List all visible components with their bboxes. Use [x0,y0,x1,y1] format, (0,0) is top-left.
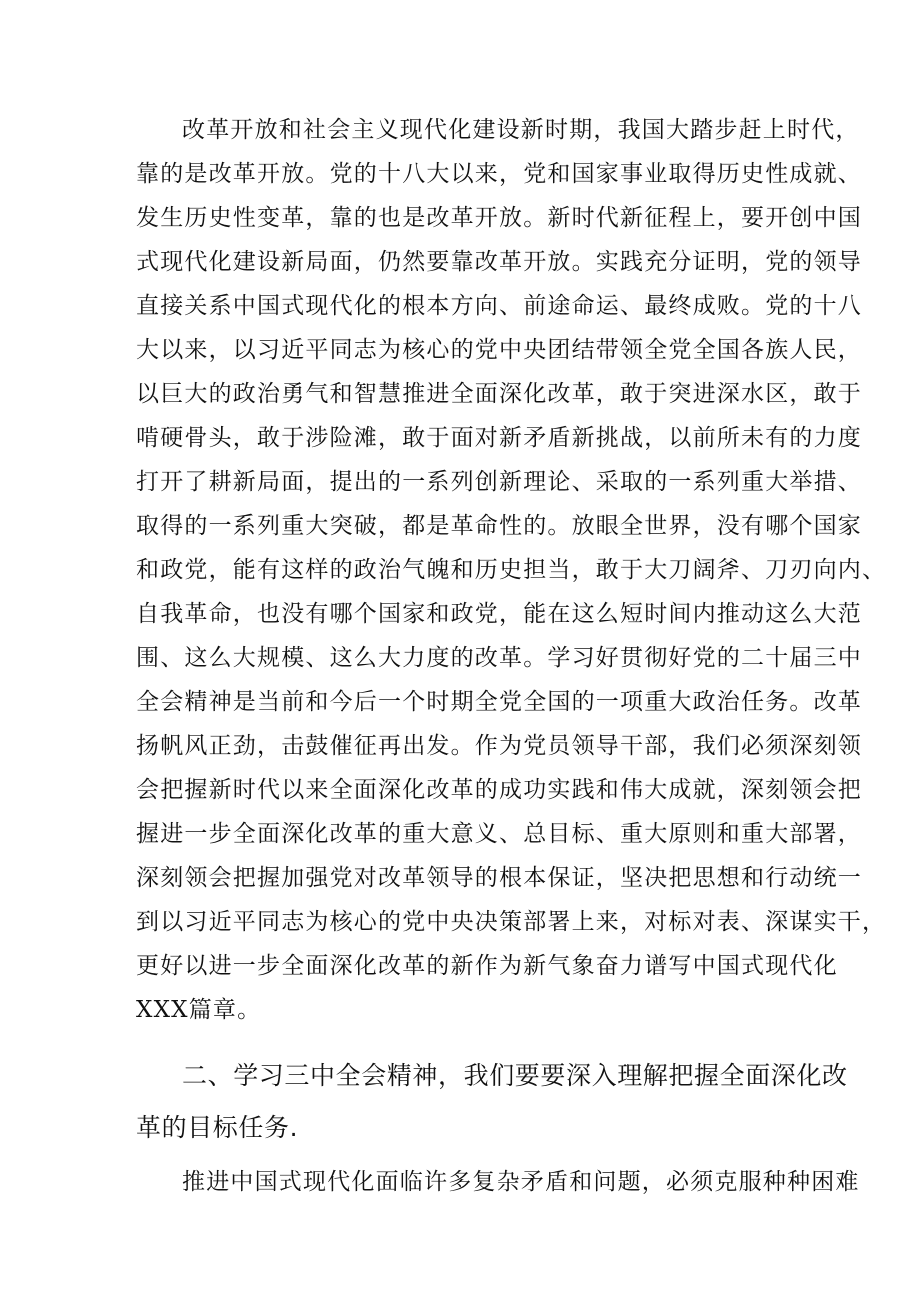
paragraph-modernization [136,1160,860,1204]
paragraph-line: 推进中国式现代化面临许多复杂矛盾和问题，必须克服种种困难 [182,1169,860,1195]
paragraph-line: 会把握新时代以来全面深化改革的成功实践和伟大成就，深刻领会把 [136,777,862,803]
paragraph-line: 到以习近平同志为核心的党中央决策部署上来，对标对表、深谋实干， [136,909,887,935]
paragraph-line: 直接关系中国式现代化的根本方向、前途命运、最终成败。党的十八 [136,293,862,319]
paragraph-line: 式现代化建设新局面，仍然要靠改革开放。实践充分证明，党的领导 [136,249,862,275]
paragraph-line: 自我革命，也没有哪个国家和政党，能在这么短时间内推动这么大范 [136,601,862,627]
document-body [136,108,887,1204]
paragraph-line: 和政党，能有这样的政治气魄和历史担当，敢于大刀阔斧、刀刃向内、 [136,557,887,583]
paragraph-line: 全会精神是当前和今后一个时期全党全国的一项重大政治任务。改革 [136,689,862,715]
paragraph-line: 啃硬骨头，敢于涉险滩，敢于面对新矛盾新挑战，以前所未有的力度 [136,425,862,451]
section-heading [136,1050,848,1154]
paragraph-line: 握进一步全面深化改革的重大意义、总目标、重大原则和重大部署， [136,821,862,847]
section-heading-line: 革的目标任务. [136,1113,299,1142]
paragraph-line: 深刻领会把握加强党对改革领导的根本保证，坚决把思想和行动统一 [136,865,862,891]
paragraph-line: 打开了耕新局面，提出的一系列创新理论、采取的一系列重大举措、 [136,469,862,495]
section-heading-line: 二、学习三中全会精神，我们要要深入理解把握全面深化改 [182,1061,848,1090]
paragraph-line: 以巨大的政治勇气和智慧推进全面深化改革，敢于突进深水区，敢于 [136,381,862,407]
paragraph-line: 改革开放和社会主义现代化建设新时期，我国大踏步赶上时代， [182,117,860,143]
paragraph-line: 靠的是改革开放。党的十八大以来，党和国家事业取得历史性成就、 [136,161,862,187]
paragraph-line: 发生历史性变革，靠的也是改革开放。新时代新征程上，要开创中国 [136,205,862,231]
paragraph-line: XXX篇章。 [136,997,262,1023]
paragraph-line: 更好以进一步全面深化改革的新作为新气象奋力谱写中国式现代化 [136,953,838,979]
paragraph-line: 大以来，以习近平同志为核心的党中央团结带领全党全国各族人民， [136,337,862,363]
paragraph-line: 扬帆风正劲，击鼓催征再出发。作为党员领导干部，我们必须深刻领 [136,733,862,759]
paragraph-line: 围、这么大规模、这么大力度的改革。学习好贯彻好党的二十届三中 [136,645,862,671]
paragraph-line: 取得的一系列重大突破，都是革命性的。放眼全世界，没有哪个国家 [136,513,862,539]
paragraph-reform-opening [136,108,887,1032]
